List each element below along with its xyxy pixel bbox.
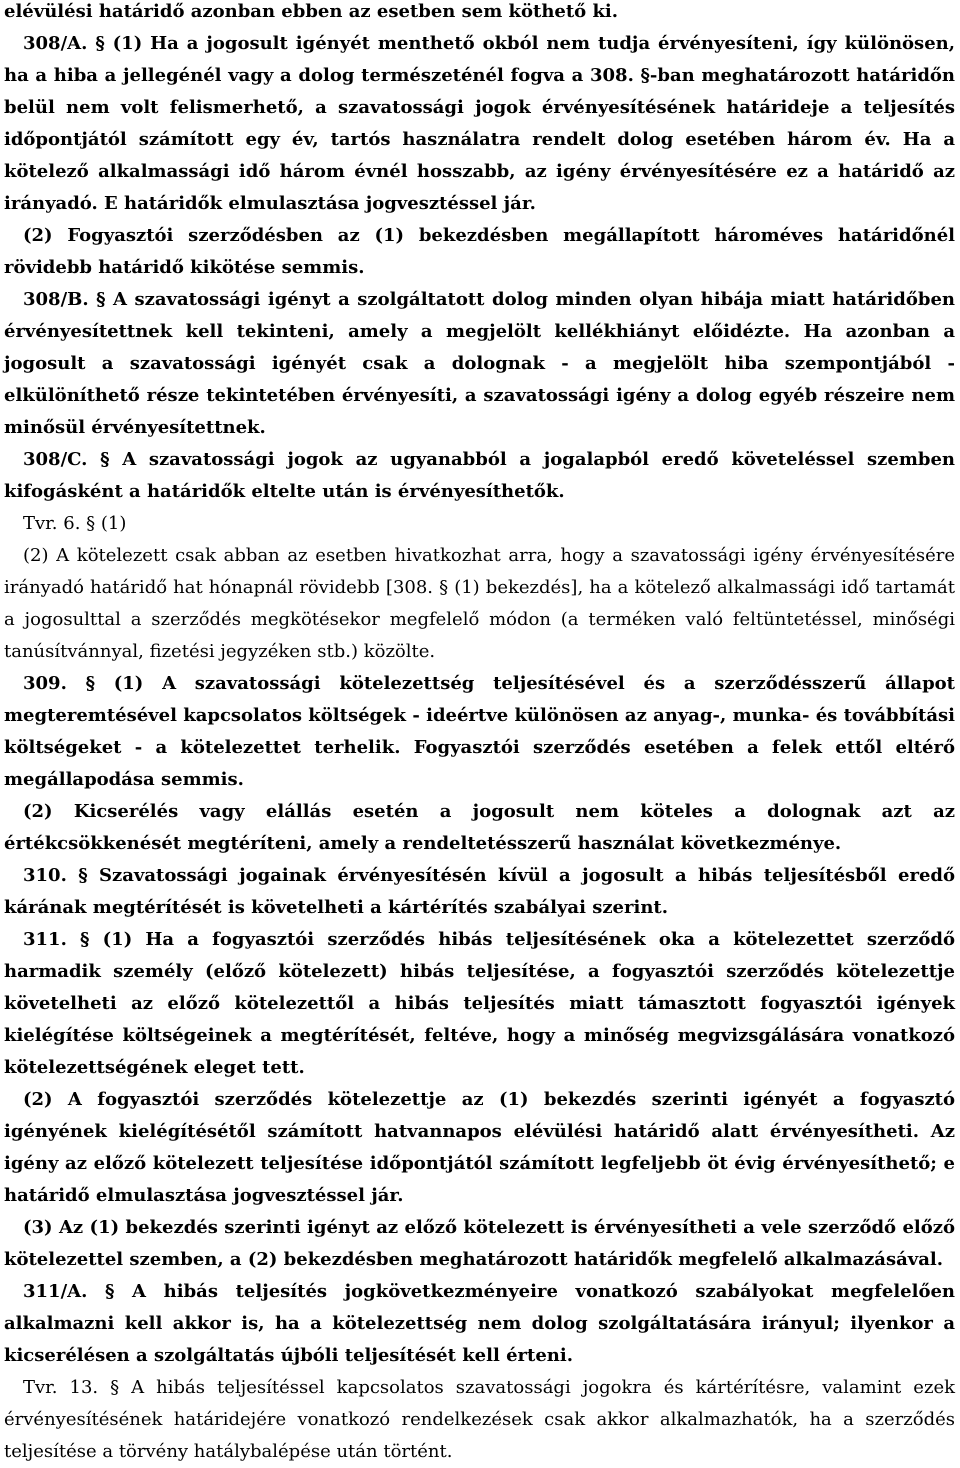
paragraph-309-1: 309. § (1) A szavatossági kötelezettség teljesítésével és a szerződésszerű állapot megteremtésével kapcsolatos költségek - ideértve különösen az anyag-, munka- és továbbítási költségeket - a kötelezettet terhelik. Fogyasztói szerződés esetében a felek ettől eltérő megállapodása semmis. — [4, 673, 955, 790]
paragraph-311-1: 311. § (1) Ha a fogyasztói szerződés hibás teljesítésének oka a kötelezettet szerződő harmadik személy (előző kötelezett) hibás teljesítése, a fogyasztói szerződés kötelezettje követelheti az előző kötelezettől a hibás teljesítés miatt támasztott fogyasztói igények kielégítése költségeinek a megtérítését, feltéve, hogy a minőség megvizsgálására vonatkozó kötelezettségének eleget tett. — [4, 929, 955, 1078]
paragraph-tvr-13: Tvr. 13. § A hibás teljesítéssel kapcsolatos szavatossági jogokra és kártérítésre, valamint ezek érvényesítésének határidejére vonatkozó rendelkezések csak akkor alkalmazhatók, ha a szerződés teljesítése a törvény hatálybalépése után történt. — [4, 1377, 955, 1462]
paragraph-311-3: (3) Az (1) bekezdés szerinti igényt az előző kötelezett is érvényesítheti a vele szerződő előző kötelezettel szemben, a (2) bekezdésben meghatározott határidők megfelelő alkalmazásával. — [4, 1217, 955, 1270]
paragraph-308-continuation: elévülési határidő azonban ebben az esetben sem köthető ki. — [4, 1, 619, 22]
paragraph-308A-1: 308/A. § (1) Ha a jogosult igényét menthető okból nem tudja érvényesíteni, így különösen, ha a hiba a jellegénél vagy a dolog természeténél fogva a 308. §-ban meghatározott határidőn belül nem volt felismerhető, a szavatossági jogok érvényesítésének határideje a teljesítés időpontjától számított egy év, tartós használatra rendelt dolog esetében három év. Ha a kötelező alkalmassági idő három évnél hosszabb, az igény érvényesítésére ez a határidő az irányadó. E határidők elmulasztása jogvesztéssel jár. — [4, 33, 955, 214]
paragraph-tvr-6-1: Tvr. 6. § (1) — [23, 513, 127, 534]
paragraph-308B: 308/B. § A szavatossági igényt a szolgáltatott dolog minden olyan hibája miatt határidőben érvényesítettnek kell tekinteni, amely a megjelölt kellékhiányt előidézte. Ha azonban a jogosult a szavatossági igényét csak a dolognak - a megjelölt hiba szempontjából - elkülöníthető része tekintetében érvényesíti, a szavatossági igény a dolog egyéb részeire nem minősül érvényesítettnek. — [4, 289, 955, 438]
paragraph-311A: 311/A. § A hibás teljesítés jogkövetkezményeire vonatkozó szabályokat megfelelően alkalmazni kell akkor is, ha a kötelezettség nem dolog szolgáltatására irányul; ilyenkor a kicserélésen a szolgáltatás újbóli teljesítését kell érteni. — [4, 1281, 955, 1366]
paragraph-308C: 308/C. § A szavatossági jogok az ugyanabból a jogalapból eredő követeléssel szemben kifogásként a határidők eltelte után is érvényesíthetők. — [4, 449, 955, 502]
paragraph-309-2: (2) Kicserélés vagy elállás esetén a jogosult nem köteles a dolognak azt az értékcsökkenését megtéríteni, amely a rendeltetésszerű használat következménye. — [4, 801, 955, 854]
paragraph-311-2: (2) A fogyasztói szerződés kötelezettje az (1) bekezdés szerinti igényét a fogyasztó igényének kielégítésétől számított hatvannapos elévülési határidő alatt érvényesítheti. Az igény az előző kötelezett teljesítése időpontjától számított legfeljebb öt évig érvényesíthető; e határidő elmulasztása jogvesztéssel jár. — [4, 1089, 955, 1206]
paragraph-tvr-6-2: (2) A kötelezett csak abban az esetben hivatkozhat arra, hogy a szavatossági igény érvényesítésére irányadó határidő hat hónapnál rövidebb [308. § (1) bekezdés], ha a kötelező alkalmassági idő tartamát a jogosulttal a szerződés megkötésekor megfelelő módon (a terméken való feltüntetéssel, minőségi tanúsítvánnyal, fizetési jegyzéken stb.) közölte. — [4, 545, 955, 662]
paragraph-308A-2: (2) Fogyasztói szerződésben az (1) bekezdésben megállapított hároméves határidőnél rövidebb határidő kikötése semmis. — [4, 225, 955, 278]
paragraph-310: 310. § Szavatossági jogainak érvényesítésén kívül a jogosult a hibás teljesítésből eredő kárának megtérítését is követelheti a kártérítés szabályai szerint. — [4, 865, 955, 918]
